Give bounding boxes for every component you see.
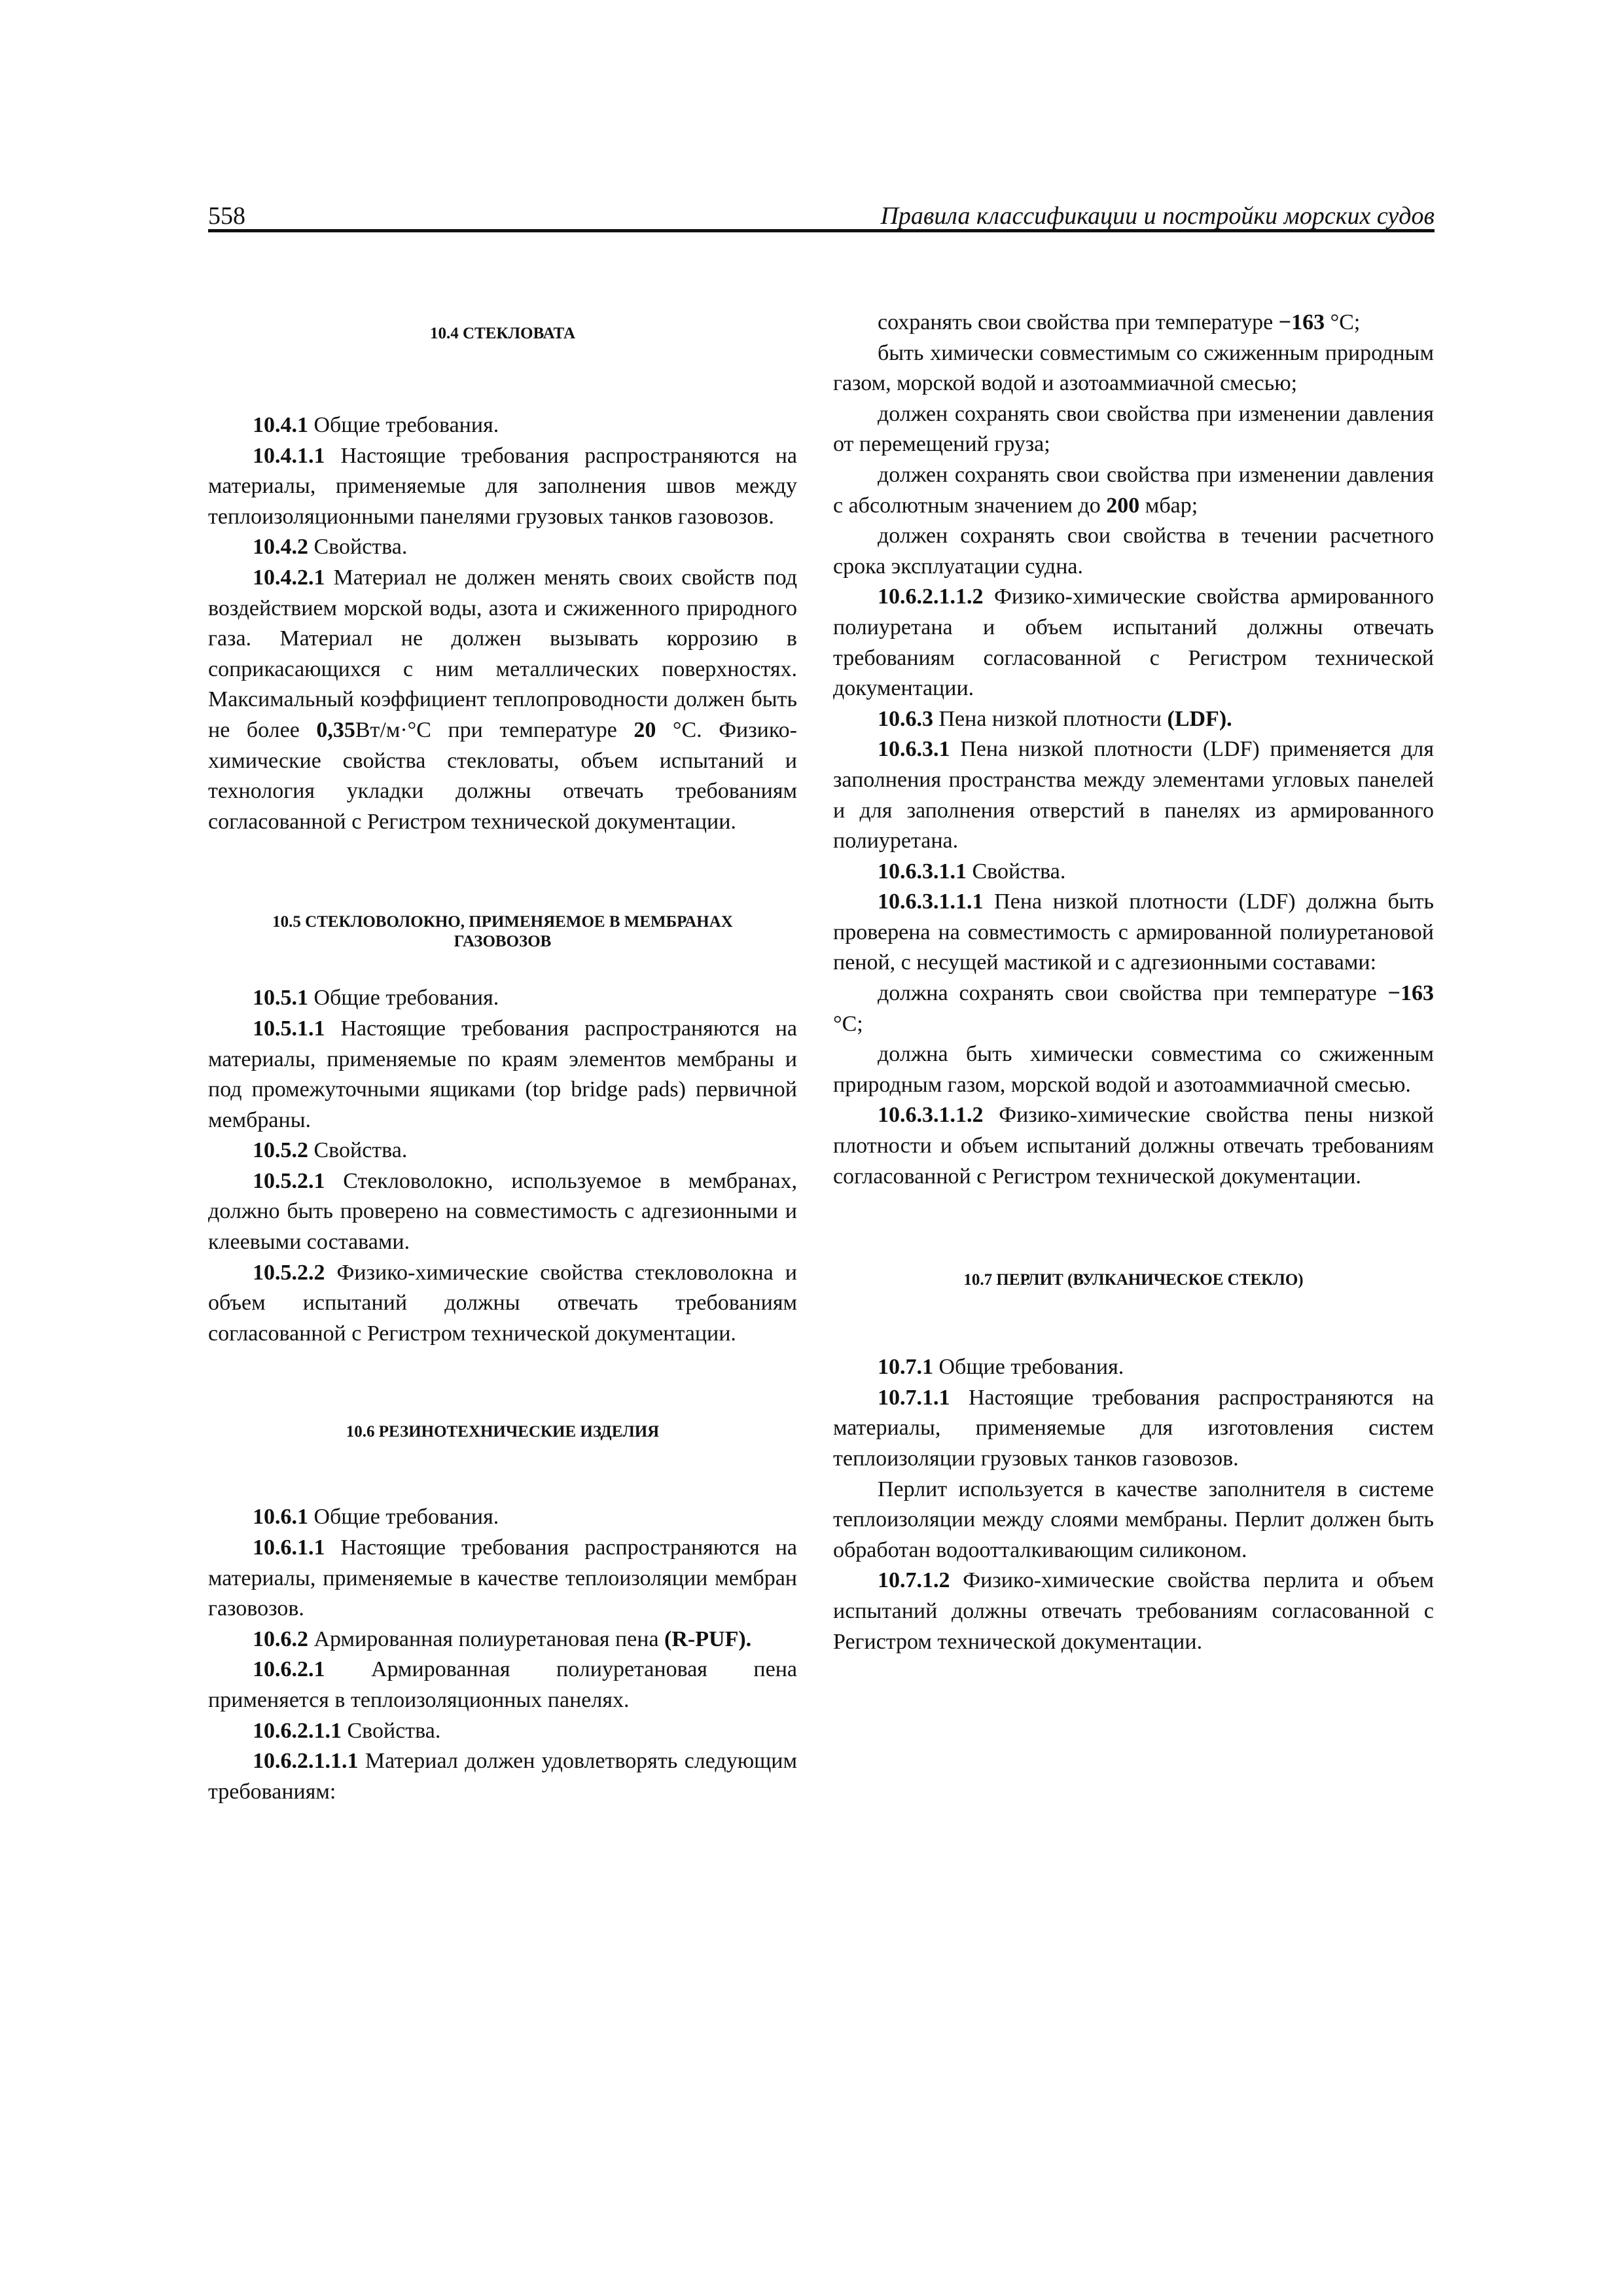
requirement-chemical: быть химически совместимым со сжиженным природным газом, морской водой и азотоаммиачной смесью;	[833, 340, 1434, 396]
requirement-temperature: сохранять свои свойства при температуре −163 °С;	[878, 310, 1361, 334]
clause-10-4-2: 10.4.2 Свойства.	[253, 535, 408, 560]
clause-10-4-1: 10.4.1 Общие требования.	[253, 413, 499, 437]
clause-10-6-1-1: 10.6.1.1 Настоящие требования распространяются на материалы, применяемые в качестве теплоизоляции мембран газовозов.	[208, 1535, 797, 1621]
section-title-10-6: 10.6 РЕЗИНОТЕХНИЧЕСКИЕ ИЗДЕЛИЯ	[346, 1423, 660, 1441]
clause-10-6-3-1-1: 10.6.3.1.1 Свойства.	[878, 859, 1066, 884]
section-title-10-4: 10.4 СТЕКЛОВАТА	[429, 325, 576, 342]
requirement-pressure-absolute: должен сохранять свои свойства при изменении давления с абсолютным значением до 200 мбар;	[833, 462, 1434, 518]
clause-10-7-1-2: 10.7.1.2 Физико-химические свойства перлита и объем испытаний должны отвечать требованиям согласованной с Регистром технической документации.	[833, 1568, 1434, 1654]
clause-10-5-1: 10.5.1 Общие требования.	[253, 986, 499, 1011]
clause-10-6-3-1: 10.6.3.1 Пена низкой плотности (LDF) применяется для заполнения пространства между элементами угловых панелей и для заполнения отверстий в панелях из армированного полиуретана.	[833, 737, 1434, 853]
clause-10-6-2-1-1-1: 10.6.2.1.1.1 Материал должен удовлетворять следующим требованиям:	[208, 1749, 797, 1804]
clause-10-6-3-1-1-2: 10.6.3.1.1.2 Физико-химические свойства пены низкой плотности и объем испытаний должны отвечать требованиям согласованной с Регистром технической документации.	[833, 1103, 1434, 1189]
clause-10-6-2-1: 10.6.2.1 Армированная полиуретановая пена применяется в теплоизоляционных панелях.	[208, 1657, 797, 1712]
ldf-requirement-chemical: должна быть химически совместима со сжиженным природным газом, морской водой и азотоаммиачной смесью.	[833, 1042, 1434, 1097]
clause-10-5-2-2: 10.5.2.2 Физико-химические свойства стекловолокна и объем испытаний должны отвечать требованиям согласованной с Регистром технической документации.	[208, 1260, 797, 1346]
clause-10-7-1: 10.7.1 Общие требования.	[878, 1355, 1124, 1380]
section-title-10-7: 10.7 ПЕРЛИТ (ВУЛКАНИЧЕСКОЕ СТЕКЛО)	[963, 1271, 1304, 1289]
section-title-10-5: 10.5 СТЕКЛОВОЛОКНО, ПРИМЕНЯЕМОЕ В МЕМБРАНАХ ГАЗОВОЗОВ	[272, 913, 733, 951]
page-number: 558	[208, 202, 245, 230]
clause-10-4-1-1: 10.4.1.1 Настоящие требования распространяются на материалы, применяемые для заполнения швов между теплоизоляционными панелями грузовых танков газовозов.	[208, 443, 797, 529]
clause-10-6-3-1-1-1: 10.6.3.1.1.1 Пена низкой плотности (LDF) должна быть проверена на совместимость с армированной полиуретановой пеной, с несущей мастикой и с адгезионными составами:	[833, 889, 1434, 975]
clause-10-5-2-1: 10.5.2.1 Стекловолокно, используемое в мембранах, должно быть проверено на совместимость с адгезионными и клеевыми составами.	[208, 1168, 797, 1255]
requirement-service-life: должен сохранять свои свойства в течении расчетного срока эксплуатации судна.	[833, 524, 1434, 579]
right-column	[833, 308, 1434, 1657]
clause-10-5-2: 10.5.2 Свойства.	[253, 1138, 408, 1163]
clause-10-6-2-1-1-2: 10.6.2.1.1.2 Физико-химические свойства армированного полиуретана и объем испытаний должны отвечать требованиям согласованной с Регистром технической документации.	[833, 584, 1434, 701]
clause-10-4-2-1: 10.4.2.1 Материал не должен менять своих свойств под воздействием морской воды, азота и сжиженного природного газа. Материал не должен вызывать коррозию в соприкасающихся с ним металлических поверхностях. Максимальный коэффициент теплопроводности должен быть не более 0,35Вт/м·°С при температуре 20 °С. Физико-химические свойства стекловаты, объем испытаний и технология укладки должны отвечать требованиям согласованной с Регистром технической документации.	[208, 565, 797, 834]
running-title: Правила классификации и постройки морских судов	[880, 202, 1435, 230]
page-header	[208, 196, 1435, 232]
requirement-pressure-cargo: должен сохранять свои свойства при изменении давления от перемещений груза;	[833, 401, 1434, 457]
clause-10-7-1-1: 10.7.1.1 Настоящие требования распространяются на материалы, применяемые для изготовления систем теплоизоляции грузовых танков газовозов.	[833, 1385, 1434, 1471]
clause-10-6-2: 10.6.2 Армированная полиуретановая пена (R-PUF).	[253, 1626, 752, 1651]
clause-10-6-2-1-1: 10.6.2.1.1 Свойства.	[253, 1718, 441, 1743]
clause-10-6-3: 10.6.3 Пена низкой плотности (LDF).	[878, 706, 1232, 731]
ldf-requirement-temperature: должна сохранять свои свойства при температуре −163 °С;	[833, 981, 1434, 1036]
left-column	[208, 308, 797, 1807]
perlite-paragraph: Перлит используется в качестве заполнителя в системе теплоизоляции между слоями мембраны. Перлит должен быть обработан водоотталкивающим силиконом.	[833, 1477, 1434, 1562]
clause-10-5-1-1: 10.5.1.1 Настоящие требования распространяются на материалы, применяемые по краям элементов мембраны и под промежуточными ящиками (top bridge pads) первичной мембраны.	[208, 1016, 797, 1132]
clause-10-6-1: 10.6.1 Общие требования.	[253, 1505, 499, 1530]
